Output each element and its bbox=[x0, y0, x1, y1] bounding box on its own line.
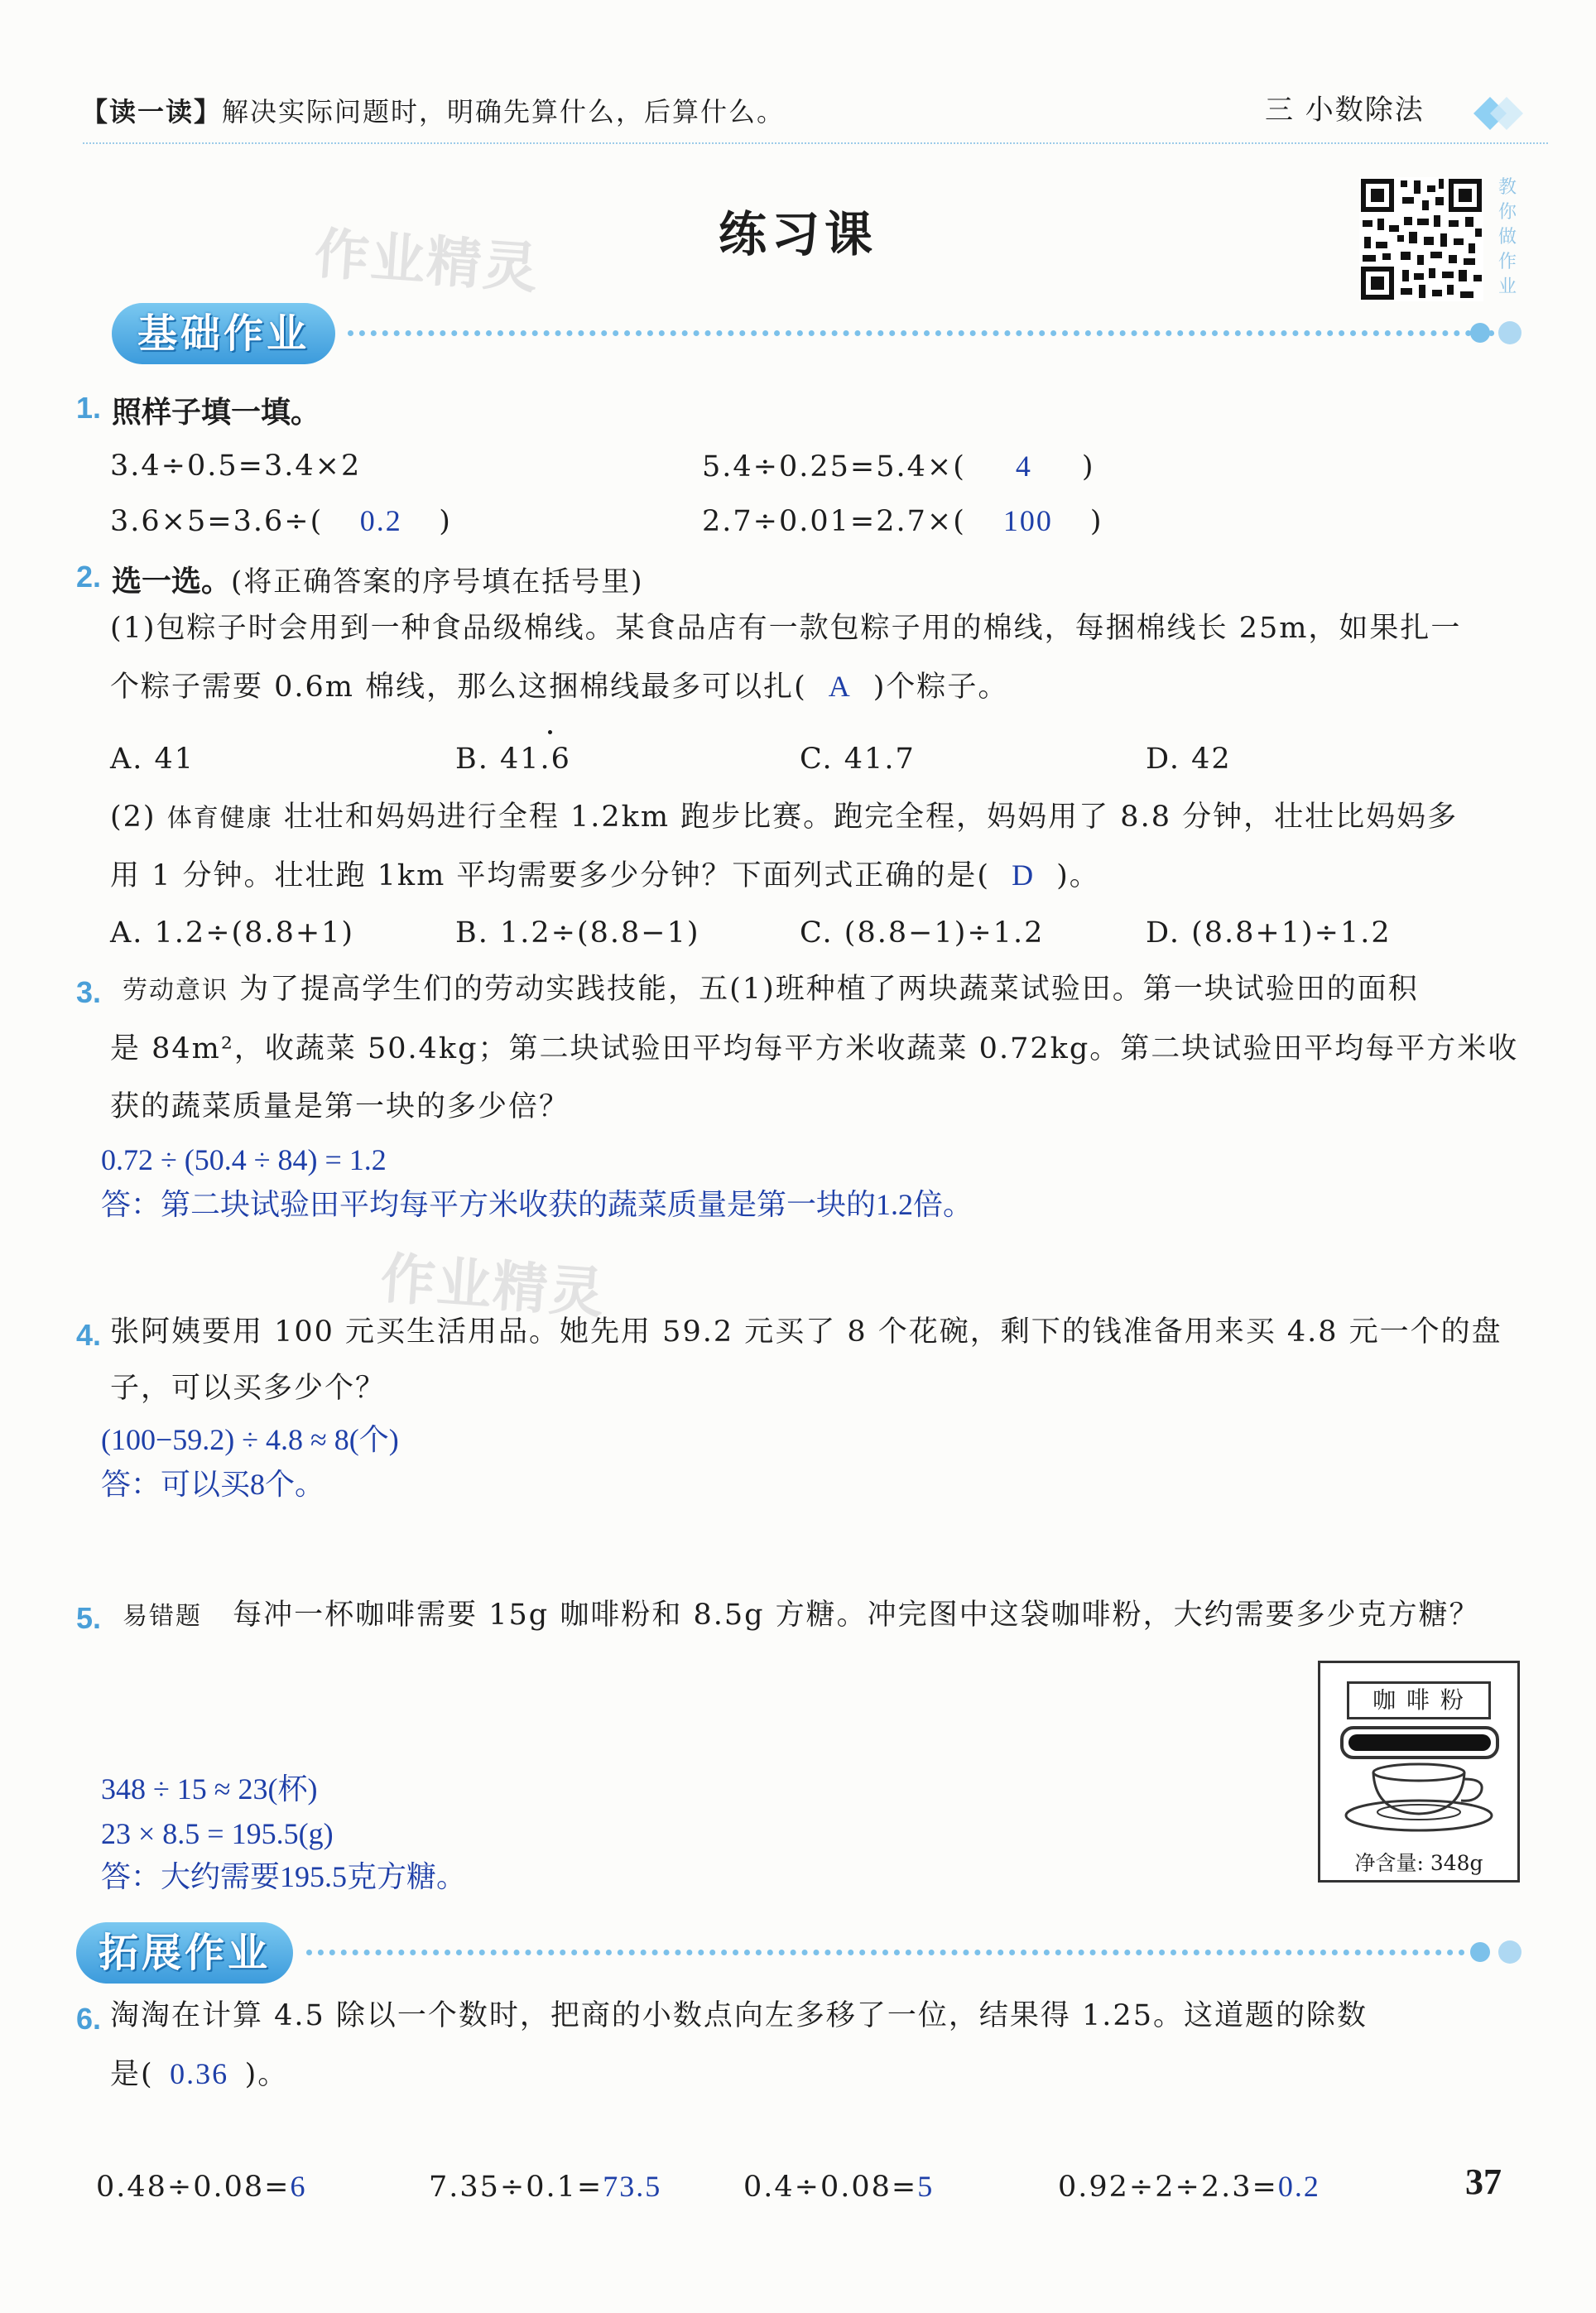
q2-note: (将正确答案的序号填在括号里) bbox=[231, 565, 644, 599]
q2-p2-option-b: B. 1.2÷(8.8−1) bbox=[455, 916, 700, 950]
side-char: 作 bbox=[1497, 252, 1517, 272]
q5-work-2[interactable]: 23 × 8.5 = 195.5(g) bbox=[101, 1817, 334, 1850]
q2-part2-line1 bbox=[110, 800, 1458, 834]
q3-line2: 是 84m²，收蔬菜 50.4kg；第二块试验田平均每平方米收蔬菜 0.72kg。第二块试验田平均每平方米收 bbox=[110, 1032, 1519, 1065]
section-banner-basic: 基础作业 bbox=[112, 303, 335, 364]
diamond-decor-icon bbox=[1457, 93, 1523, 134]
q2-p2-option-a: A. 1.2÷(8.8+1) bbox=[110, 916, 355, 950]
footer-item-4 bbox=[1058, 2169, 1320, 2205]
footer-expr: 7.35÷0.1= bbox=[429, 2171, 603, 2204]
q1-item-c bbox=[110, 503, 452, 539]
coffee-bag-figure bbox=[1318, 1661, 1520, 1883]
q2-part1-line2 bbox=[110, 669, 1008, 704]
q2-prompt: 选一选。 bbox=[112, 565, 232, 599]
q4-work[interactable]: (100−59.2) ÷ 4.8 ≈ 8(个) bbox=[101, 1423, 399, 1456]
side-char: 业 bbox=[1497, 277, 1517, 297]
watermark-top: 作业精灵 bbox=[312, 221, 541, 301]
footer-answer[interactable]: 73.5 bbox=[603, 2170, 662, 2203]
q3-line1 bbox=[123, 972, 1419, 1007]
q1-number: 1. bbox=[76, 391, 102, 425]
q2-p2-tag: 体育健康 bbox=[166, 804, 273, 833]
header-reading-tip bbox=[81, 96, 785, 127]
q2-p2-answer[interactable]: D bbox=[1012, 858, 1036, 892]
q1-item-b bbox=[702, 449, 1095, 484]
q6-line1: 淘淘在计算 4.5 除以一个数时，把商的小数点向左多移了一位，结果得 1.25。这道题的除数 bbox=[110, 1999, 1368, 2032]
side-vertical-text bbox=[1493, 176, 1521, 300]
coffee-bag-window bbox=[1340, 1726, 1499, 1759]
divider-dot-end bbox=[1498, 321, 1521, 344]
q5-number: 5. bbox=[76, 1601, 102, 1635]
header-tip-text: 解决实际问题时，明确先算什么，后算什么。 bbox=[222, 96, 786, 127]
q1-example: 3.4÷0.5=3.4×2 bbox=[110, 450, 362, 483]
q3-work[interactable]: 0.72 ÷ (50.4 ÷ 84) = 1.2 bbox=[101, 1143, 387, 1176]
q3-text1: 为了提高学生们的劳动实践技能，五(1)班种植了两块蔬菜试验田。第一块试验田的面积 bbox=[239, 973, 1419, 1006]
q2-part1-line1: (1)包粽子时会用到一种食品级棉线。某食品店有一款包粽子用的棉线，每捆棉线长 25m，如果扎一 bbox=[110, 612, 1462, 645]
q4-line2: 子，可以买多少个？ bbox=[110, 1372, 387, 1405]
watermark-middle: 作业精灵 bbox=[378, 1246, 608, 1326]
q1-b-answer[interactable]: 4 bbox=[1015, 450, 1032, 483]
q1-d-answer[interactable]: 100 bbox=[1002, 504, 1053, 537]
q1-d-expr: 2.7÷0.01=2.7×( bbox=[702, 505, 966, 538]
q2-part2-line2 bbox=[110, 858, 1100, 893]
qr-code-icon bbox=[1359, 177, 1483, 301]
page-title: 练习课 bbox=[719, 206, 878, 262]
q5-answer[interactable]: 答：大约需要195.5克方糖。 bbox=[101, 1860, 467, 1893]
q1-c-answer[interactable]: 0.2 bbox=[359, 504, 402, 537]
header-rule bbox=[83, 142, 1548, 144]
side-char: 做 bbox=[1497, 227, 1517, 248]
coffee-bag-label: 咖 啡 粉 bbox=[1347, 1681, 1491, 1719]
q5-work-1[interactable]: 348 ÷ 15 ≈ 23(杯) bbox=[101, 1772, 318, 1806]
q1-d-paren: ) bbox=[1089, 505, 1103, 538]
q2-p2-option-d: D. (8.8+1)÷1.2 bbox=[1146, 916, 1392, 950]
q6-number: 6. bbox=[76, 2002, 102, 2036]
q2-p1-answer[interactable]: A bbox=[828, 670, 852, 703]
q2-p2-text: 壮壮和妈妈进行全程 1.2km 跑步比赛。跑完全程，妈妈用了 8.8 分钟，壮壮比妈妈多 bbox=[283, 801, 1459, 834]
q5-text1: 每冲一杯咖啡需要 15g 咖啡粉和 8.5g 方糖。冲完图中这袋咖啡粉，大约需要多少克方糖？ bbox=[233, 1599, 1480, 1632]
q1-b-paren: ) bbox=[1081, 450, 1095, 483]
q1-item-d bbox=[702, 503, 1103, 539]
coffee-bag-band bbox=[1348, 1734, 1491, 1751]
footer-expr: 0.48÷0.08= bbox=[96, 2171, 291, 2204]
header-tag: 【读一读】 bbox=[81, 96, 223, 127]
q3-number: 3. bbox=[76, 975, 102, 1009]
q3-tag: 劳动意识 bbox=[123, 976, 228, 1005]
q2-p1-option-b: B. 41.6 bbox=[455, 743, 571, 776]
q2-p2-text-end: )。 bbox=[1056, 859, 1100, 892]
chapter-title: 三 小数除法 bbox=[1265, 94, 1425, 127]
divider-dot-end bbox=[1498, 1940, 1521, 1964]
footer-expr: 0.92÷2÷2.3= bbox=[1058, 2171, 1278, 2204]
q3-line3: 获的蔬菜质量是第一块的多少倍？ bbox=[110, 1090, 570, 1123]
q2-p1-option-a: A. 41 bbox=[110, 743, 195, 776]
q4-line1: 张阿姨要用 100 元买生活用品。她先用 59.2 元买了 8 个花碗，剩下的钱准备用来买 4.8 元一个的盘 bbox=[110, 1315, 1502, 1349]
side-char: 你 bbox=[1497, 202, 1517, 223]
page-number: 37 bbox=[1465, 2162, 1502, 2202]
repeating-decimal-dot bbox=[548, 730, 552, 734]
side-char: 教 bbox=[1497, 177, 1517, 198]
qr-code[interactable] bbox=[1359, 177, 1483, 301]
q2-p1-text-end: )个粽子。 bbox=[873, 671, 1009, 704]
section-divider-extend bbox=[306, 1950, 1465, 1955]
q6-text: 是( bbox=[110, 2058, 154, 2091]
q6-line2 bbox=[110, 2056, 288, 2092]
q2-p1-text: 个粽子需要 0.6m 棉线，那么这捆棉线最多可以扎( bbox=[110, 671, 807, 704]
coffee-cup-icon bbox=[1340, 1761, 1497, 1835]
q1-c-expr: 3.6×5=3.6÷( bbox=[110, 505, 324, 538]
divider-dot-big bbox=[1470, 1942, 1490, 1962]
q6-answer[interactable]: 0.36 bbox=[170, 2057, 229, 2090]
q4-answer[interactable]: 答：可以买8个。 bbox=[101, 1468, 325, 1501]
footer-item-2 bbox=[429, 2169, 661, 2205]
footer-item-3 bbox=[743, 2169, 934, 2205]
q1-c-paren: ) bbox=[439, 505, 452, 538]
q2-p1-option-c: C. 41.7 bbox=[800, 743, 916, 776]
q2-p2-label: (2) bbox=[110, 801, 156, 834]
footer-answer[interactable]: 0.2 bbox=[1277, 2170, 1320, 2203]
footer-answer[interactable]: 6 bbox=[290, 2170, 307, 2203]
footer-expr: 0.4÷0.08= bbox=[743, 2171, 918, 2204]
q6-text-end: )。 bbox=[244, 2058, 289, 2091]
q1-b-expr: 5.4÷0.25=5.4×( bbox=[702, 450, 966, 483]
q4-number: 4. bbox=[76, 1318, 102, 1352]
q2-p2-option-c: C. (8.8−1)÷1.2 bbox=[800, 916, 1045, 950]
q5-line1 bbox=[123, 1598, 1480, 1633]
footer-item-1 bbox=[96, 2169, 307, 2205]
q2-heading bbox=[112, 558, 644, 600]
q2-p1-option-d: D. 42 bbox=[1146, 743, 1232, 776]
footer-answer[interactable]: 5 bbox=[917, 2170, 935, 2203]
q2-p2-text2: 用 1 分钟。壮壮跑 1km 平均需要多少分钟？下面列式正确的是( bbox=[110, 859, 991, 892]
coffee-net-weight: 净含量: 348g bbox=[1354, 1851, 1483, 1875]
section-divider-basic bbox=[348, 330, 1507, 336]
section-banner-extend: 拓展作业 bbox=[76, 1922, 293, 1984]
q2-number: 2. bbox=[76, 560, 102, 594]
q5-tag: 易错题 bbox=[123, 1602, 202, 1631]
divider-dot-big bbox=[1470, 323, 1490, 343]
q3-answer[interactable]: 答：第二块试验田平均每平方米收获的蔬菜质量是第一块的1.2倍。 bbox=[101, 1188, 973, 1221]
q1-prompt: 照样子填一填。 bbox=[112, 396, 321, 430]
